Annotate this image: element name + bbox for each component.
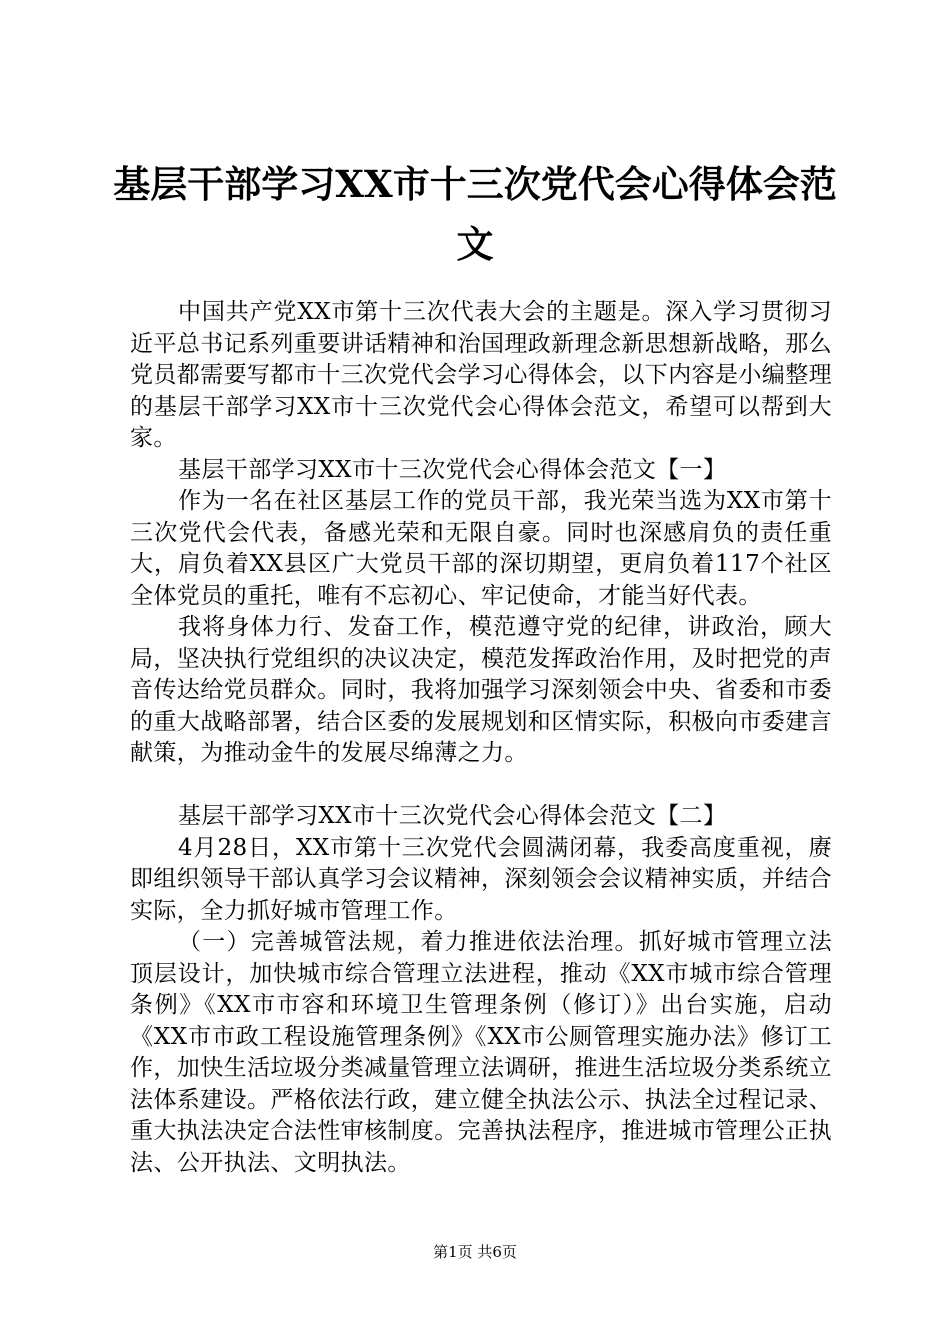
document-body (130, 297, 832, 1179)
document-title-line-1: 基层干部学习XX市十三次党代会心得体会范 (113, 162, 837, 206)
page-number-footer: 第1页 共6页 (433, 1243, 517, 1261)
section-heading-1: 基层干部学习XX市十三次党代会心得体会范文【一】 (178, 456, 727, 483)
document-title-line-2: 文 (456, 222, 494, 266)
body-paragraph-4: （一）完善城管法规，着力推进依法治理。抓好城市管理立法顶层设计，加快城市综合管理立法进程，推动《XX市城市综合管理条例》《XX市市容和环境卫生管理条例（修订）》出台实施，启动《XX市市政工程设施管理条例》《XX市公厕管理实施办法》修订工作，加快生活垃圾分类减量管理立法调研，推进生活垃圾分类系统立法体系建设。严格依法行政，建立健全执法公示、执法全过程记录、重大执法决定合法性审核制度。完善执法程序，推进城市管理公正执法、公开执法、文明执法。 (130, 929, 832, 1176)
body-paragraph-1: 作为一名在社区基层工作的党员干部，我光荣当选为XX市第十三次党代会代表，备感光荣和无限自豪。同时也深感肩负的责任重大，肩负着XX县区广大党员干部的深切期望，更肩负着117个社区全体党员的重托，唯有不忘初心、牢记使命，才能当好代表。 (130, 488, 832, 609)
intro-paragraph: 中国共产党XX市第十三次代表大会的主题是。深入学习贯彻习近平总书记系列重要讲话精神和治国理政新理念新思想新战略，那么党员都需要写都市十三次党代会学习心得体会，以下内容是小编整理的基层干部学习XX市十三次党代会心得体会范文，希望可以帮到大家。 (130, 299, 832, 451)
body-paragraph-3: 4月28日，XX市第十三次党代会圆满闭幕，我委高度重视，赓即组织领导干部认真学习会议精神，深刻领会会议精神实质，并结合实际，全力抓好城市管理工作。 (130, 834, 832, 924)
section-heading-2: 基层干部学习XX市十三次党代会心得体会范文【二】 (178, 803, 727, 829)
body-paragraph-2: 我将身体力行、发奋工作，模范遵守党的纪律，讲政治，顾大局，坚决执行党组织的决议决定，模范发挥政治作用，及时把党的声音传达给党员群众。同时，我将加强学习深刻领会中央、省委和市委的重大战略部署，结合区委的发展规划和区情实际，积极向市委建言献策，为推动金牛的发展尽绵薄之力。 (130, 614, 832, 766)
paragraph-spacer (130, 770, 832, 802)
